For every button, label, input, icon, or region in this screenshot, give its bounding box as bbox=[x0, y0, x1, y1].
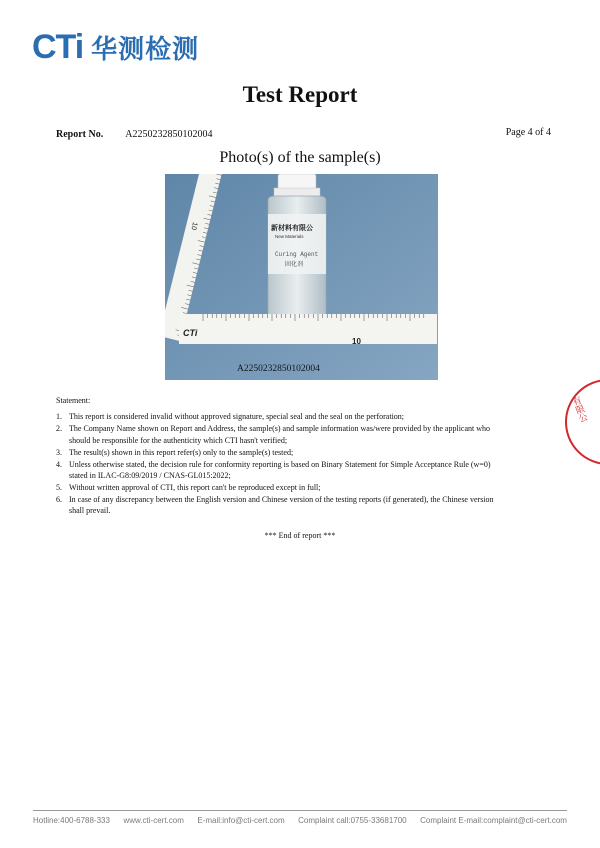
statement-block bbox=[56, 395, 496, 517]
footer bbox=[33, 816, 567, 825]
footer-email[interactable]: E-mail:info@cti-cert.com bbox=[197, 816, 285, 825]
statement-item-text: The result(s) shown in this report refer(s) only to the sample(s) tested; bbox=[69, 447, 294, 457]
footer-website[interactable]: www.cti-cert.com bbox=[123, 816, 184, 825]
statement-item-number: 5. bbox=[56, 482, 62, 492]
statement-item-text: Unless otherwise stated, the decision rule for conformity reporting is based on Binary Statement for Simple Acceptance Rule (w=0) stated in ILAC-G8:09/2019 / CNAS-GL015:2022; bbox=[69, 459, 491, 480]
ruler-brand: CTi bbox=[183, 328, 198, 338]
statement-item bbox=[56, 411, 496, 422]
statement-item bbox=[56, 447, 496, 458]
footer-hotline: Hotline:400-6788-333 bbox=[33, 816, 110, 825]
report-title: Test Report bbox=[242, 82, 358, 107]
statement-item-number: 3. bbox=[56, 447, 62, 457]
footer-complaint-call: Complaint call:0755-33681700 bbox=[298, 816, 407, 825]
seal-text: 有限公 bbox=[569, 395, 588, 425]
footer-complaint-email[interactable]: Complaint E-mail:complaint@cti-cert.com bbox=[420, 816, 567, 825]
report-number-label: Report No. bbox=[56, 129, 104, 140]
report-number-line bbox=[56, 129, 212, 140]
statement-item-number: 4. bbox=[56, 459, 62, 469]
company-seal bbox=[560, 375, 600, 470]
statement-item bbox=[56, 423, 496, 446]
statement-list bbox=[56, 411, 496, 516]
statement-item-number: 2. bbox=[56, 424, 62, 434]
statement-item bbox=[56, 459, 496, 482]
report-number-value: A2250232850102004 bbox=[125, 129, 213, 140]
bottle-product-cn: 固化剂 bbox=[285, 261, 304, 268]
statement-item-text: This report is considered invalid without approved signature, special seal and the seal on the perforation; bbox=[69, 412, 405, 422]
company-logo bbox=[32, 26, 199, 68]
sample-id-label: A2250232850102004 bbox=[237, 364, 320, 374]
statement-item bbox=[56, 482, 496, 493]
photo-section-title: Photo(s) of the sample(s) bbox=[219, 149, 381, 166]
logo-cti-text: CTi bbox=[32, 28, 84, 66]
ruler-major-mark: 10 bbox=[352, 337, 361, 346]
bottle-label-cn: 新材料有限公 bbox=[271, 224, 313, 232]
statement-item-text: The Company Name shown on Report and Address, the sample(s) and sample information was/were provided by the applicant who should be responsible for the authenticity which CTI hasn't verified; bbox=[69, 424, 491, 445]
statement-item-text: In case of any discrepancy between the English version and Chinese version of the testing reports (if generated), the Chinese version shall prevail. bbox=[69, 494, 494, 516]
statement-item-number: 6. bbox=[56, 494, 62, 504]
sample-photo bbox=[165, 174, 438, 380]
statement-heading: Statement: bbox=[56, 396, 91, 405]
page-indicator: Page 4 of 4 bbox=[505, 127, 551, 138]
bottle-label-en: New Materials bbox=[275, 234, 304, 239]
bottle-product-en: Curing Agent bbox=[275, 251, 319, 258]
logo-chinese-text: 华测检测 bbox=[91, 34, 200, 65]
footer-divider bbox=[33, 810, 567, 811]
end-of-report: *** End of report *** bbox=[264, 531, 336, 540]
statement-item-text: Without written approval of CTI, this report can't be reproduced except in full; bbox=[69, 482, 321, 492]
vertical-ruler-mark: 10 bbox=[189, 221, 199, 231]
statement-item bbox=[56, 494, 496, 517]
sample-bottle bbox=[268, 174, 326, 320]
statement-item-number: 1. bbox=[56, 412, 62, 422]
horizontal-ruler bbox=[179, 314, 437, 346]
